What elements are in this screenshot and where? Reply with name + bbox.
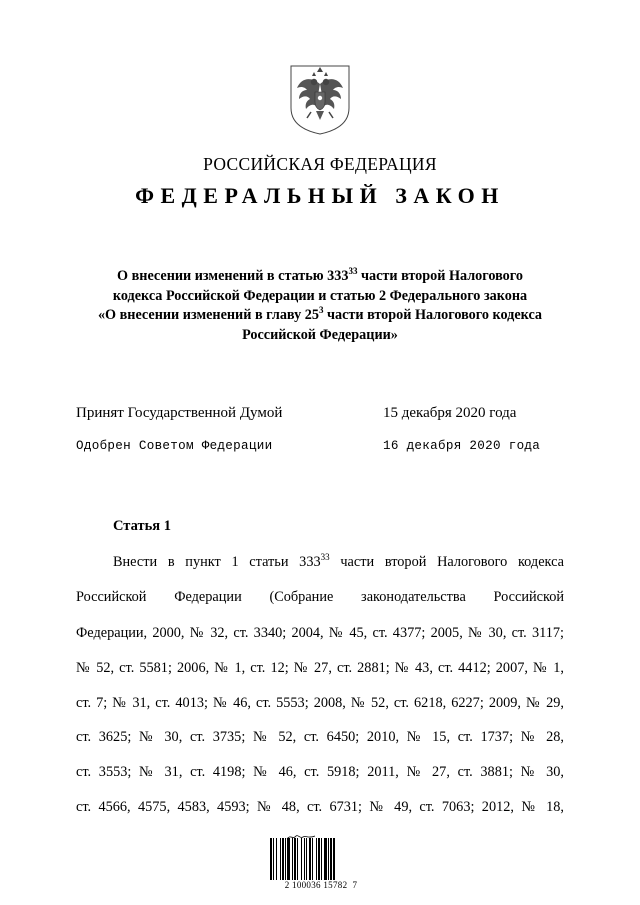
barcode-bar	[285, 838, 286, 880]
barcode-bar	[324, 838, 327, 880]
article-text-line: Федерации, 2000, № 32, ст. 3340; 2004, № 45, ст. 4377; 2005, № 30, ст. 3117;	[76, 625, 564, 641]
adopted-by: Принят Государственной Думой	[76, 405, 283, 421]
barcode-bar	[318, 838, 320, 880]
barcode-bar	[306, 838, 307, 880]
barcode-bar	[316, 838, 317, 880]
barcode-bar	[333, 838, 335, 880]
barcode-bar	[330, 838, 332, 880]
barcode-bar	[282, 838, 284, 880]
article-text-line: Российской Федерации (Собрание законодательства Российской	[76, 589, 564, 605]
barcode-bar	[276, 838, 277, 880]
barcode-bar	[270, 838, 272, 880]
barcode-bar	[297, 838, 298, 880]
approved-by: Одобрен Советом Федерации	[76, 439, 273, 453]
barcode-bar	[328, 838, 329, 880]
article-text-line: Внести в пункт 1 статьи $333^{33}$ части второй Налогового кодекса	[113, 552, 564, 570]
law-title-line: «О внесении изменений в главу $25^3$ части второй Налогового кодекса	[97, 305, 543, 323]
article-text-line: № 52, ст. 5581; 2006, № 1, ст. 12; № 27, ст. 2881; № 43, ст. 4412; 2007, № 1,	[76, 660, 564, 676]
law-title	[60, 267, 580, 345]
article-text-line: ст. 7; № 31, ст. 4013; № 46, ст. 5553; 2008, № 52, ст. 6218, 6227; 2009, № 29,	[76, 695, 564, 711]
barcode-bar	[304, 838, 305, 880]
document-type: ФЕДЕРАЛЬНЫЙ ЗАКОН	[135, 183, 505, 208]
barcode-bar	[292, 838, 293, 880]
russian-coat-of-arms-icon	[287, 62, 353, 136]
approved-date: 16 декабря 2020 года	[383, 439, 541, 453]
barcode-number: 2 100036 15782 7	[284, 880, 358, 890]
barcode-bar	[273, 838, 274, 880]
barcode-icon	[270, 838, 372, 880]
barcode-bar	[321, 838, 322, 880]
article-text-line: ст. 4566, 4575, 4583, 4593; № 48, ст. 6731; № 49, ст. 7063; 2012, № 18,	[76, 799, 564, 815]
barcode-bar	[309, 838, 311, 880]
law-title-line: О внесении изменений в статью $333^{33}$ части второй Налогового	[117, 266, 523, 284]
article-text-line: ст. 3553; № 31, ст. 4198; № 46, ст. 5918; 2011, № 27, ст. 3881; № 30,	[76, 764, 564, 780]
country-name: РОССИЙСКАЯ ФЕДЕРАЦИЯ	[203, 154, 437, 174]
article-heading: Статья 1	[113, 518, 171, 534]
barcode-area	[266, 828, 376, 890]
signature-mark-icon	[286, 828, 316, 836]
law-title-line: Российской Федерации»	[242, 326, 398, 343]
barcode-bar	[301, 838, 302, 880]
article-text-line: ст. 3625; № 30, ст. 3735; № 52, ст. 6450; 2010, № 15, ст. 1737; № 28,	[76, 729, 564, 745]
barcode-bar	[280, 838, 281, 880]
barcode-bar	[312, 838, 313, 880]
adopted-date: 15 декабря 2020 года	[383, 405, 517, 421]
barcode-bar	[294, 838, 296, 880]
barcode-bar	[287, 838, 290, 880]
law-title-line: кодекса Российской Федерации и статью 2 Федерального закона	[112, 287, 528, 304]
